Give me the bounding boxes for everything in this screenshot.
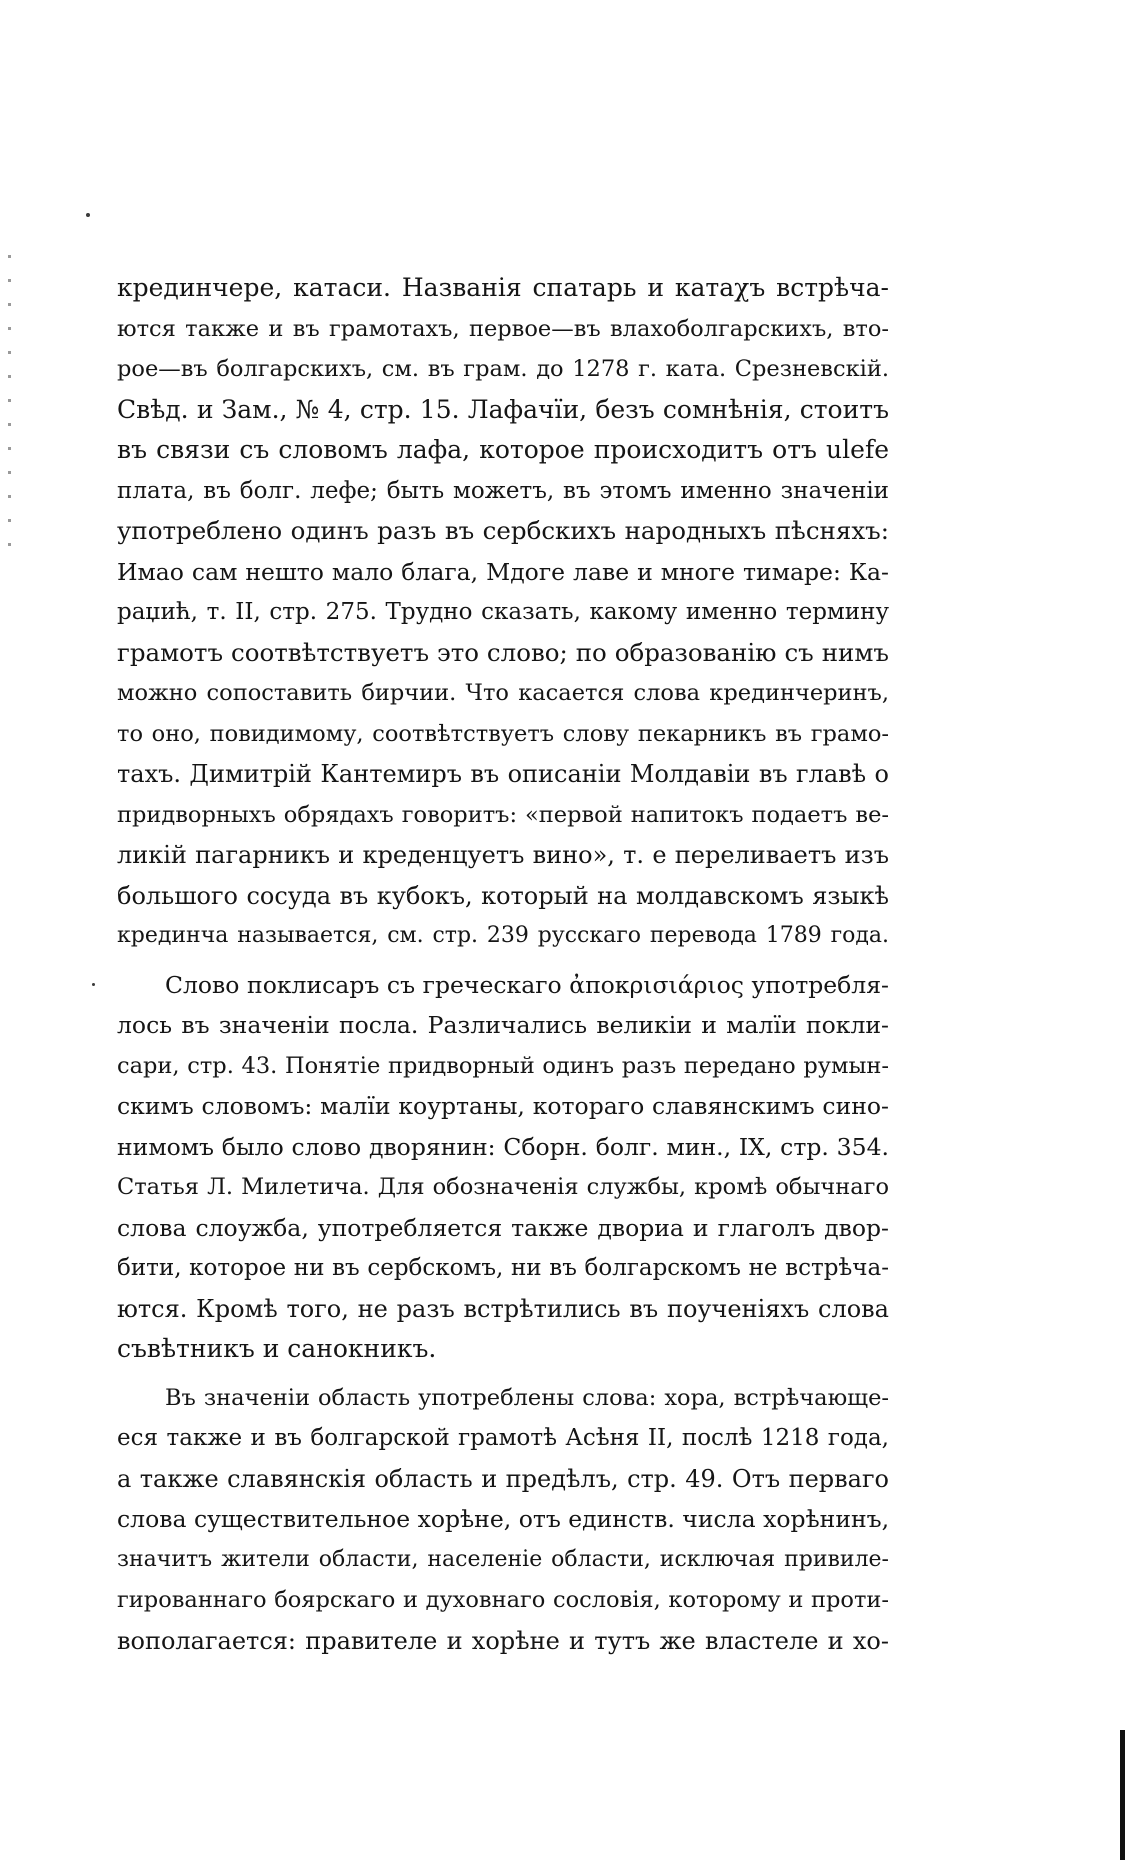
text-line: скимъ словомъ: малїи коуртаны, котораго славянскимъ сино- bbox=[117, 1092, 889, 1120]
text-line: то оно, повидимому, соотвѣтствуетъ слову пекарникъ въ грамо- bbox=[117, 720, 889, 747]
text-line: крединча называется, см. стр. 239 русскаго перевода 1789 года. bbox=[117, 923, 889, 948]
text-line: еся также и въ болгарской грамотѣ Асѣня II, послѣ 1218 года, bbox=[117, 1425, 889, 1451]
text-line: сари, стр. 43. Понятіе придворный одинъ разъ передано румын- bbox=[117, 1052, 889, 1079]
ink-speck-margin bbox=[92, 983, 95, 986]
text-line: ются также и въ грамотахъ, первое—въ влахоболгарскихъ, вто- bbox=[117, 315, 889, 342]
left-margin-marks bbox=[8, 255, 11, 555]
text-line: раџић, т. II, стр. 275. Трудно сказать, какому именно термину bbox=[117, 599, 889, 625]
text-line: крединчере, катаси. Названія спатарь и катаχъ встрѣча- bbox=[117, 273, 889, 302]
paragraph-gap bbox=[117, 957, 889, 965]
text-line: а также славянскія область и предѣлъ, стр. 49. Отъ перваго bbox=[117, 1464, 889, 1493]
paragraph-gap bbox=[117, 1370, 889, 1378]
text-line: гированнаго боярскаго и духовнаго сословія, которому и проти- bbox=[117, 1587, 889, 1613]
text-line: плата, въ болг. лефе; быть можетъ, въ этомъ именно значеніи bbox=[117, 477, 889, 504]
text-line: въ связи съ словомъ лафа, которое происходитъ отъ ulefe bbox=[117, 435, 889, 464]
text-line: грамотъ соотвѣтствуетъ это слово; по образованію съ нимъ bbox=[117, 637, 889, 667]
text-line: вополагается: правителе и хорѣне и тутъ же властеле и хо- bbox=[117, 1626, 889, 1655]
paragraph-3 bbox=[117, 1378, 889, 1662]
text-line: ликій пагарникъ и креденцуетъ вино», т. е переливаетъ изъ bbox=[117, 841, 889, 869]
text-line: ются. Кромѣ того, не разъ встрѣтились въ поученіяхъ слова bbox=[117, 1294, 889, 1323]
text-line: съвѣтникъ и санокникъ. bbox=[117, 1334, 437, 1363]
text-line: Свѣд. и Зам., № 4, стр. 15. Лафачїи, безъ сомнѣнія, стоитъ bbox=[117, 394, 889, 424]
text-line: нимомъ было слово дворянин: Сборн. болг. мин., IX, стр. 354. bbox=[117, 1132, 889, 1161]
paragraph-1 bbox=[117, 268, 889, 957]
text-line: слова существительное хорѣне, отъ единств. числа хорѣнинъ, bbox=[117, 1505, 890, 1533]
page-edge-bar bbox=[1120, 1730, 1125, 1860]
text-line: слова слоужба, употребляется также двориа и глаголъ двор- bbox=[117, 1213, 889, 1242]
text-line: Статья Л. Милетича. Для обозначенія службы, кромѣ обычнаго bbox=[117, 1174, 889, 1200]
text-line: значитъ жители области, населеніе области, исключая привиле- bbox=[117, 1546, 889, 1572]
body-text bbox=[117, 268, 889, 1661]
text-line: рое—въ болгарскихъ, см. въ грам. до 1278 г. ката. Срезневскій. bbox=[117, 356, 889, 382]
text-line: Въ значеніи область употреблены слова: хора, встрѣчающе- bbox=[165, 1384, 889, 1411]
text-line: тахъ. Димитрій Кантемиръ въ описаніи Молдавіи въ главѣ о bbox=[117, 760, 889, 788]
text-line: бити, которое ни въ сербскомъ, ни въ болгарскомъ не встрѣча- bbox=[117, 1255, 889, 1281]
text-line: придворныхъ обрядахъ говоритъ: «первой напитокъ подаетъ ве- bbox=[117, 801, 889, 828]
text-line: Имао сам нешто мало блага, Мдоге лаве и многе тимаре: Ка- bbox=[117, 557, 889, 586]
text-line: употреблено одинъ разъ въ сербскихъ народныхъ пѣсняхъ: bbox=[117, 516, 889, 545]
text-line: можно сопоставить бирчии. Что касается слова крединчеринъ, bbox=[117, 680, 889, 706]
paragraph-2 bbox=[117, 965, 889, 1370]
text-line: Слово поклисаръ съ греческаго ἀποκρισιάριος употребля- bbox=[165, 970, 889, 999]
text-line: большого сосуда въ кубокъ, который на молдавскомъ языкѣ bbox=[117, 881, 889, 910]
text-line: лось въ значеніи посла. Различались великіи и малїи покли- bbox=[117, 1011, 889, 1039]
ink-speck bbox=[86, 213, 90, 217]
